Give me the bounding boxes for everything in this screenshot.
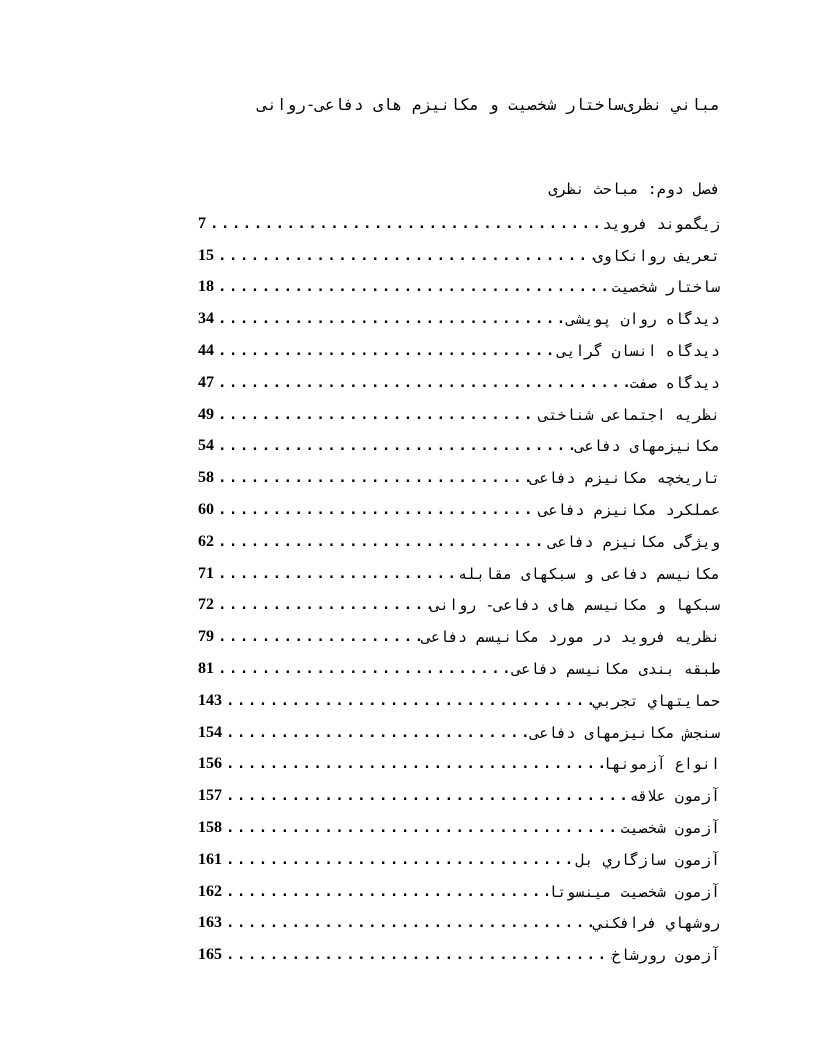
toc-page-number: 143 (198, 691, 222, 709)
toc-dot-leader (222, 947, 612, 963)
toc-page-number: 34 (198, 310, 214, 328)
toc-entry (198, 908, 720, 940)
toc-entry (198, 462, 720, 494)
toc-page-number: 165 (198, 946, 222, 964)
toc-entry-title: ویژگی مکانیزم دفاعی (548, 532, 720, 551)
toc-dot-leader (214, 438, 576, 454)
toc-entry-title: تاریخچه مکانیزم دفاعی (530, 469, 720, 488)
toc-entry-title: مکانیسم دفاعی و سبکهای مقابله (458, 564, 720, 583)
toc-page-number: 58 (198, 469, 214, 487)
toc-dot-leader (214, 597, 431, 613)
toc-page-number: 7 (198, 214, 206, 232)
toc-page-number: 163 (198, 914, 222, 932)
toc-entry (198, 749, 720, 781)
toc-page-number: 18 (198, 278, 214, 296)
toc-entry (198, 399, 720, 431)
toc-entry (198, 208, 720, 240)
toc-dot-leader (214, 248, 594, 264)
toc-entry (198, 303, 720, 335)
toc-dot-leader (214, 502, 539, 518)
toc-entry (198, 685, 720, 717)
toc-dot-leader (214, 566, 458, 582)
toc-page-number: 157 (198, 787, 222, 805)
toc-dot-leader (214, 661, 512, 677)
table-of-contents (198, 208, 720, 971)
toc-entry-title: آزمون سازگاري بل (575, 850, 720, 869)
toc-dot-leader (214, 407, 539, 423)
toc-entry (198, 431, 720, 463)
toc-entry (198, 844, 720, 876)
toc-dot-leader (222, 915, 594, 931)
toc-dot-leader (214, 311, 566, 327)
toc-dot-leader (222, 693, 594, 709)
toc-entry (198, 240, 720, 272)
toc-entry-title: عملکرد مکانیزم دفاعی (539, 501, 720, 520)
toc-dot-leader (222, 725, 530, 741)
toc-entry (198, 812, 720, 844)
toc-page-number: 60 (198, 501, 214, 519)
document-title: مباني نظری‌ساختار شخصیت و مکانیزم های دفاعی-روانی (257, 95, 720, 114)
toc-dot-leader (222, 788, 630, 804)
toc-dot-leader (214, 375, 630, 391)
toc-entry-title: انواع آزمونها (602, 755, 720, 774)
chapter-heading: فصل دوم: مباحث نظری (548, 180, 720, 198)
toc-entry-title: زیگموند فروید (602, 214, 720, 233)
toc-dot-leader (222, 820, 621, 836)
toc-entry (198, 367, 720, 399)
toc-entry-title: سنجش مکانیزمهای دفاعی (530, 723, 720, 742)
toc-dot-leader (222, 852, 576, 868)
toc-page-number: 54 (198, 437, 214, 455)
toc-page-number: 15 (198, 246, 214, 264)
toc-dot-leader (214, 470, 530, 486)
toc-entry-title: آزمون رورشاخ (611, 946, 720, 965)
toc-entry-title: طبقه بندی مکانیسم دفاعی (512, 660, 720, 679)
toc-entry-title: دیدگاه روان پویشی (566, 310, 720, 329)
toc-page-number: 81 (198, 660, 214, 678)
toc-entry (198, 780, 720, 812)
toc-dot-leader (214, 629, 422, 645)
toc-entry (198, 494, 720, 526)
toc-entry-title: نظریه فروید در مورد مکانیسم دفاعی (421, 628, 720, 647)
toc-page-number: 162 (198, 882, 222, 900)
toc-entry-title: دیدگاه انسان گرایی (557, 342, 720, 361)
toc-entry (198, 335, 720, 367)
toc-dot-leader (214, 534, 548, 550)
toc-entry-title: دیدگاه صفت (629, 373, 720, 392)
toc-entry-title: نظریه اجتماعی شناختی (539, 405, 720, 424)
toc-entry (198, 558, 720, 590)
toc-entry-title: مکانیزمهای دفاعی (575, 437, 720, 456)
toc-dot-leader (206, 216, 603, 232)
toc-entry-title: آزمون شخصیت (620, 819, 720, 838)
toc-entry (198, 621, 720, 653)
toc-page-number: 49 (198, 405, 214, 423)
toc-page-number: 71 (198, 564, 214, 582)
toc-entry (198, 876, 720, 908)
toc-entry (198, 526, 720, 558)
toc-page-number: 44 (198, 342, 214, 360)
toc-entry (198, 653, 720, 685)
toc-dot-leader (222, 884, 548, 900)
toc-entry (198, 939, 720, 971)
toc-entry-title: حمايتهاي تجربي (593, 691, 720, 710)
toc-entry-title: تعریف روانکاوی (593, 246, 720, 265)
toc-page-number: 158 (198, 819, 222, 837)
toc-entry-title: روشهاي فرافكني (593, 914, 720, 933)
toc-entry-title: سبکها و مکانیسم های دفاعی- روانی (431, 596, 720, 615)
toc-page-number: 154 (198, 723, 222, 741)
toc-page-number: 62 (198, 532, 214, 550)
toc-entry (198, 590, 720, 622)
toc-entry (198, 272, 720, 304)
toc-dot-leader (214, 343, 557, 359)
toc-entry-title: آزمون علاقه (629, 787, 720, 806)
toc-entry-title: آزمون شخصیت مینسوتا (548, 882, 720, 901)
toc-page-number: 47 (198, 373, 214, 391)
toc-dot-leader (214, 279, 612, 295)
toc-page-number: 156 (198, 755, 222, 773)
toc-page-number: 79 (198, 628, 214, 646)
toc-entry-title: ساختار شخصیت (611, 278, 720, 297)
toc-page-number: 72 (198, 596, 214, 614)
toc-dot-leader (222, 756, 603, 772)
toc-entry (198, 717, 720, 749)
toc-page-number: 161 (198, 850, 222, 868)
